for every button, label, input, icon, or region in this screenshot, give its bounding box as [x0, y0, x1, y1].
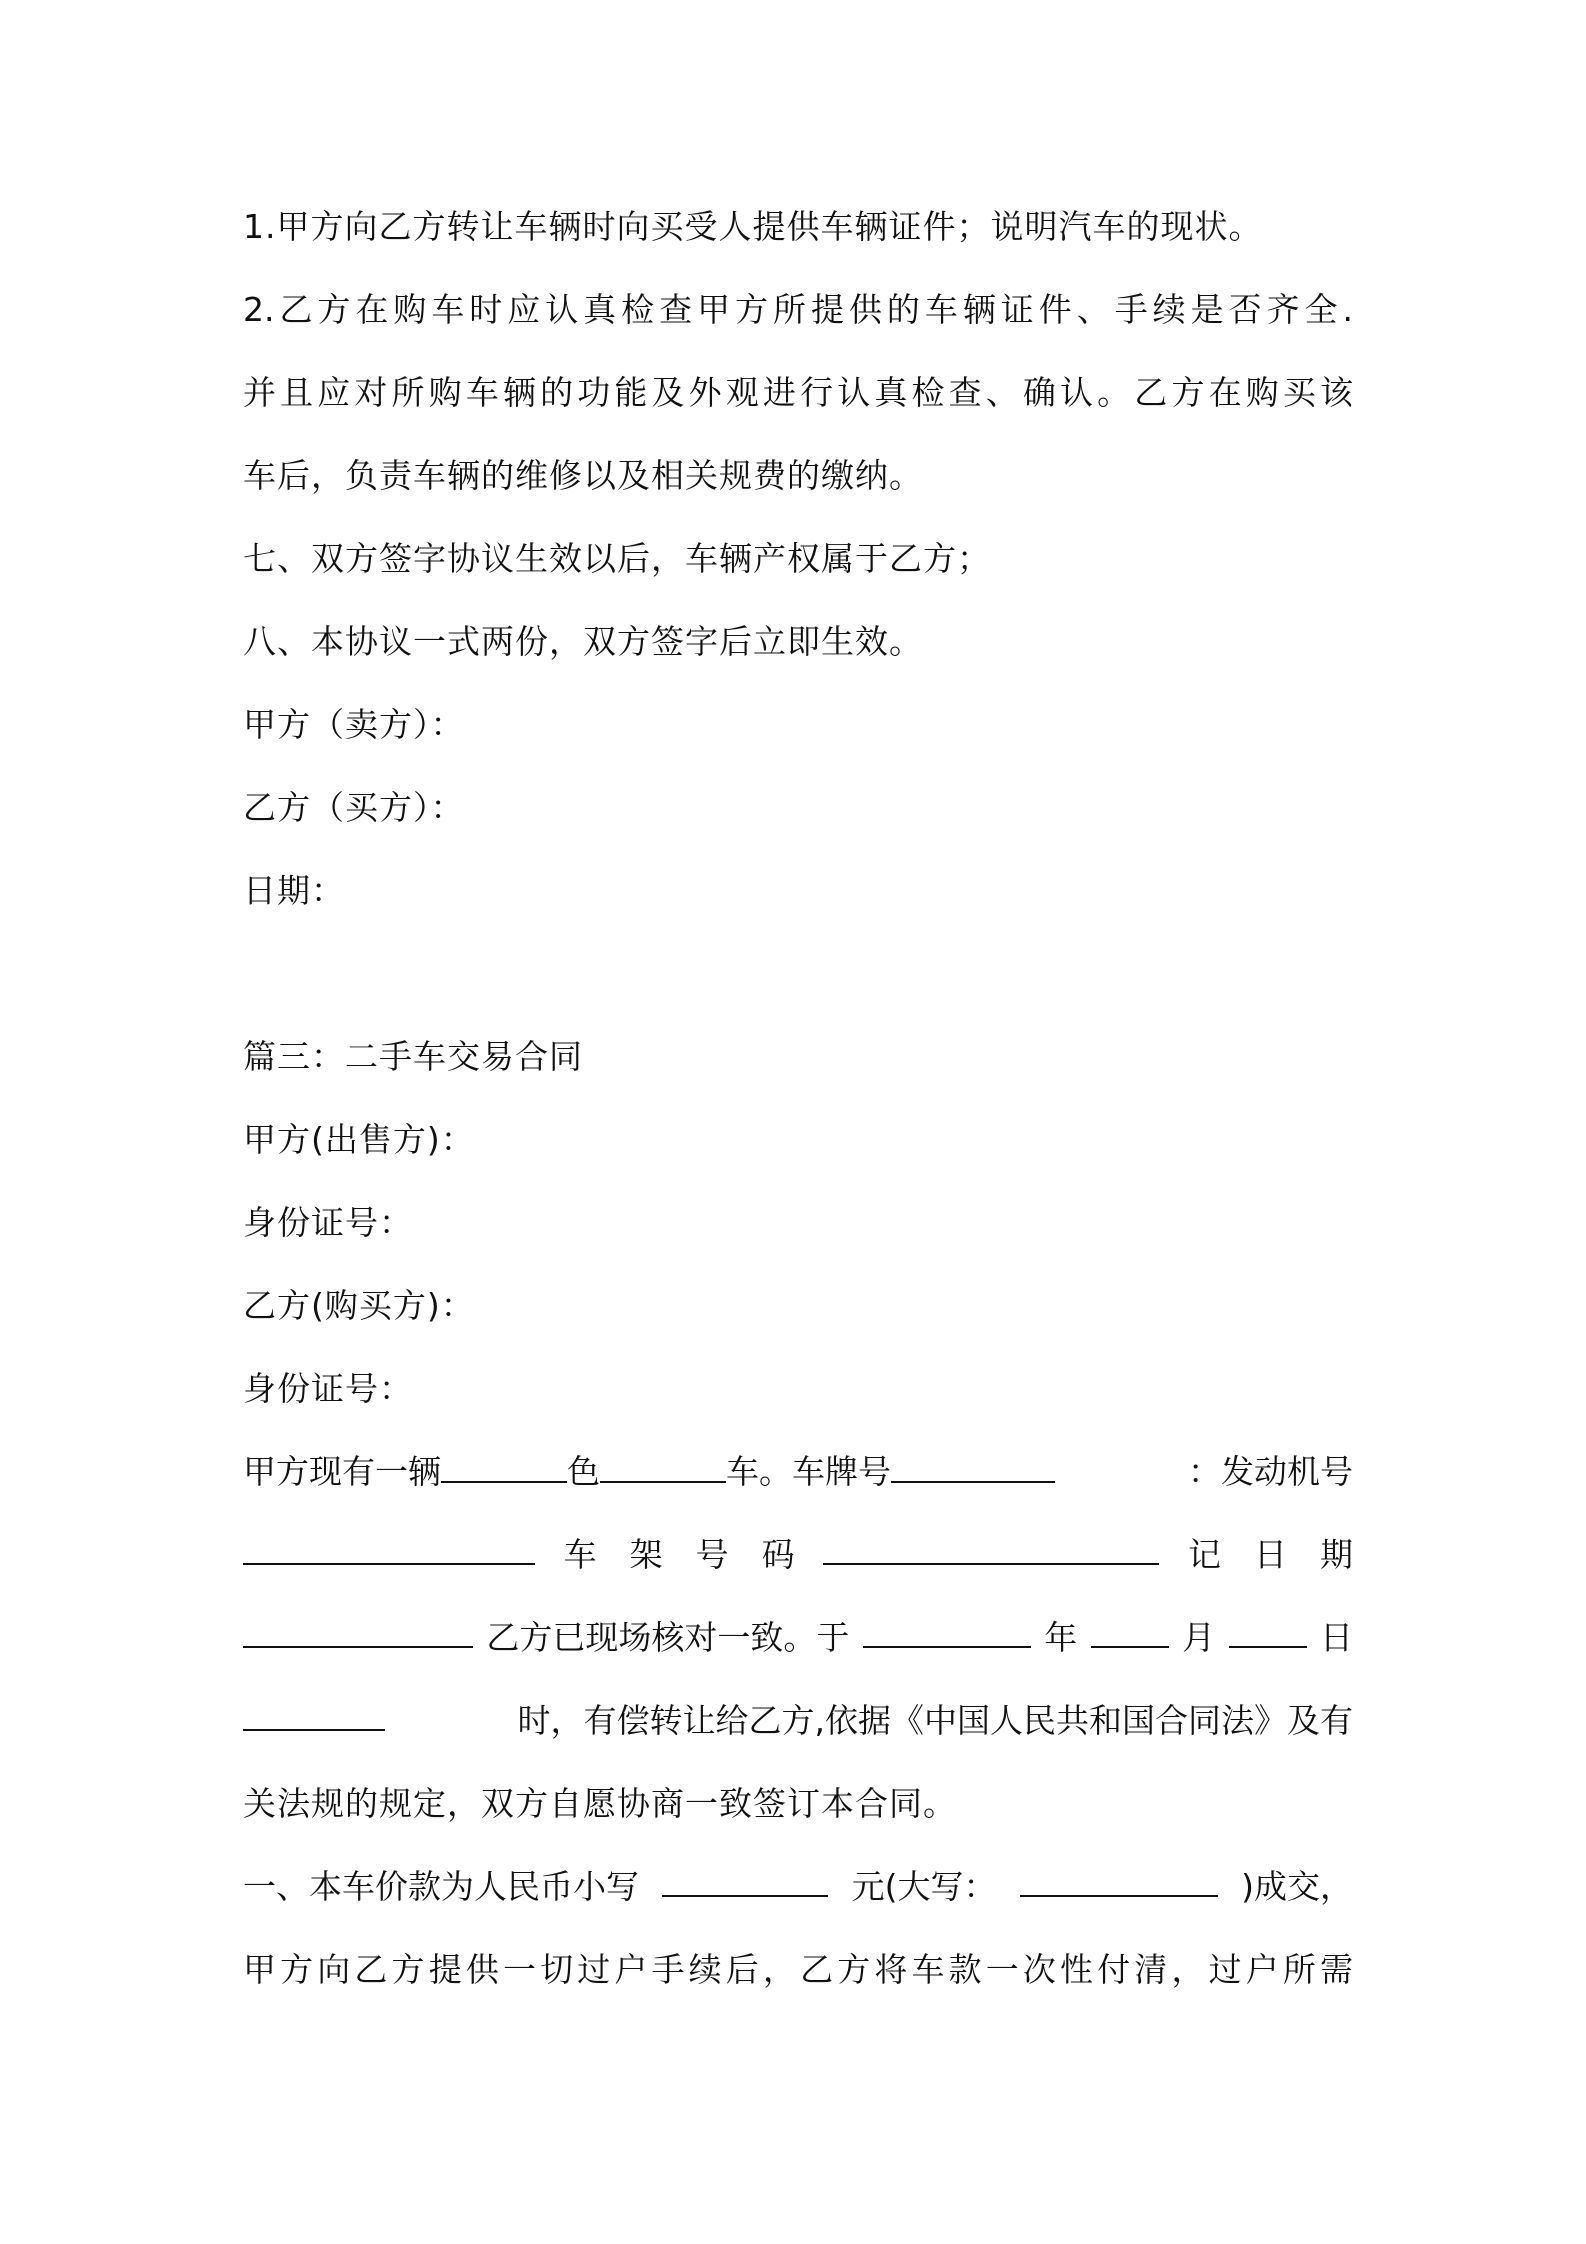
year-blank: [863, 1616, 1031, 1648]
party-b-id-label: 身份证号：: [243, 1369, 413, 1408]
frame-number-blank: [823, 1533, 1159, 1565]
hour-blank: [243, 1699, 385, 1731]
engine-number-blank: [243, 1533, 535, 1565]
day-blank: [1229, 1616, 1307, 1648]
price-clause-line-1: [243, 1865, 1353, 1909]
party-a-seller-label: 甲方(出售方)：: [243, 1120, 475, 1159]
price-amount-capital-blank: [1020, 1865, 1218, 1897]
clause-paragraph-2-line-2: 并且应对所购车辆的功能及外观进行认真检查、确认。乙方在购买该: [243, 373, 1353, 412]
clause-paragraph-1: 1.甲方向乙方转让车辆时向买受人提供车辆证件；说明汽车的现状。: [243, 207, 1263, 246]
vehicle-text: ：发动机号: [1188, 1452, 1353, 1491]
vehicle-details-line-3: [243, 1616, 1353, 1660]
signature-party-b-buyer: 乙方（买方）：: [243, 788, 465, 827]
clause-paragraph-2-line-1: 2.乙方在购车时应认真检查甲方所提供的车辆证件、手续是否齐全.: [243, 290, 1353, 329]
vehicle-text: 记 日 期: [1187, 1535, 1353, 1574]
vehicle-text: 车。车牌号: [726, 1452, 891, 1491]
vehicle-text: 月: [1182, 1618, 1216, 1657]
month-blank: [1091, 1616, 1169, 1648]
price-text: 元(大写：: [851, 1867, 997, 1906]
vehicle-text: 甲方现有一辆: [243, 1452, 441, 1491]
vehicle-details-line-1: [243, 1450, 1353, 1494]
registration-date-blank: [243, 1616, 473, 1648]
vehicle-text: 车 架 号 码: [563, 1535, 795, 1574]
clause-paragraph-2-line-3: 车后，负责车辆的维修以及相关规费的缴纳。: [243, 456, 923, 495]
vehicle-type-blank: [600, 1451, 726, 1483]
vehicle-text: 色: [567, 1452, 600, 1491]
party-a-id-label: 身份证号：: [243, 1203, 413, 1242]
vehicle-details-line-5: 关法规的规定，双方自愿协商一致签订本合同。: [243, 1784, 957, 1823]
vehicle-text: 时，有偿转让给乙方,依据《中国人民共和国合同法》及有: [517, 1701, 1353, 1740]
vehicle-details-line-2: [243, 1533, 1353, 1577]
clause-eight: 八、本协议一式两份，双方签字后立即生效。: [243, 622, 923, 661]
signature-party-a-seller: 甲方（卖方）：: [243, 705, 465, 744]
vehicle-text: 年: [1044, 1618, 1078, 1657]
section-three-title: 篇三：二手车交易合同: [243, 1037, 583, 1076]
vehicle-color-blank: [441, 1451, 567, 1483]
vehicle-text: 乙方已现场核对一致。于: [486, 1618, 850, 1657]
party-b-buyer-label: 乙方(购买方)：: [243, 1286, 475, 1325]
signature-date: 日期：: [243, 871, 345, 910]
price-clause-line-2: 甲方向乙方提供一切过户手续后，乙方将车款一次性付清，过户所需: [243, 1950, 1353, 1989]
plate-number-blank: [891, 1451, 1055, 1483]
price-text: 一、本车价款为人民币小写: [243, 1867, 639, 1906]
vehicle-details-line-4: [243, 1699, 1353, 1743]
vehicle-text: 日: [1319, 1618, 1353, 1657]
price-amount-blank: [662, 1865, 828, 1897]
clause-seven: 七、双方签字协议生效以后，车辆产权属于乙方；: [243, 539, 991, 578]
price-text: )成交，: [1241, 1867, 1353, 1906]
